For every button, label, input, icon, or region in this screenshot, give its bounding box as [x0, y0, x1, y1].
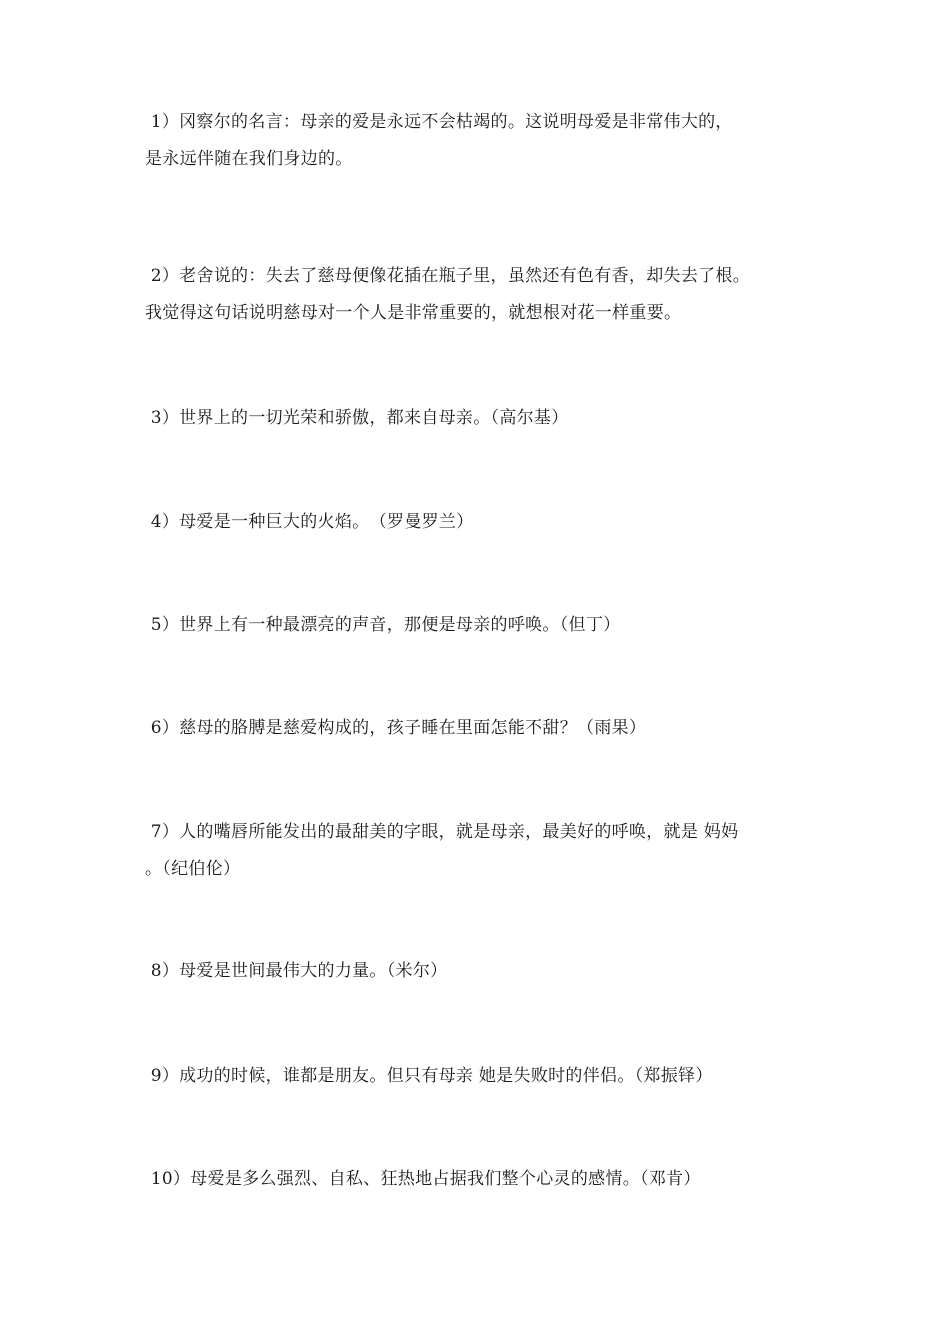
quote-line: 4）母爱是一种巨大的火焰。 （罗曼罗兰）	[145, 512, 474, 532]
quote-line: 3）世界上的一切光荣和骄傲，都来自母亲。（高尔基）	[145, 408, 569, 428]
quote-line: 5）世界上有一种最漂亮的声音，那便是母亲的呼唤。（但丁）	[145, 615, 621, 635]
quote-line: 7）人的嘴唇所能发出的最甜美的字眼，就是母亲，最美好的呼唤，就是 妈妈	[145, 822, 739, 842]
quote-9	[145, 1058, 815, 1095]
quote-8	[145, 953, 815, 990]
quote-6	[145, 710, 815, 747]
quote-5	[145, 607, 815, 644]
quote-line: 我觉得这句话说明慈母对一个人是非常重要的，就想根对花一样重要。	[145, 303, 682, 323]
quote-line: 2）老舍说的：失去了慈母便像花插在瓶子里，虽然还有色有香，却失去了根。	[145, 266, 751, 286]
quote-line: 9）成功的时候，谁都是朋友。但只有母亲 她是失败时的伴侣。（郑振铎）	[145, 1066, 713, 1086]
quote-10	[145, 1161, 815, 1198]
quote-line: 是永远伴随在我们身边的。	[145, 149, 353, 169]
quote-1	[145, 104, 815, 178]
quote-4	[145, 504, 815, 541]
quote-line: 10）母爱是多么强烈、自私、狂热地占据我们整个心灵的感情。（邓肯）	[145, 1169, 701, 1189]
quote-7	[145, 814, 815, 888]
quote-line: 。（纪伯伦）	[145, 859, 241, 879]
quote-2	[145, 258, 815, 332]
quote-line: 1）冈察尔的名言：母亲的爱是永远不会枯竭的。这说明母爱是非常伟大的，	[145, 112, 733, 132]
quote-3	[145, 400, 815, 437]
quote-line: 8）母爱是世间最伟大的力量。（米尔）	[145, 961, 448, 981]
quote-line: 6）慈母的胳膊是慈爱构成的，孩子睡在里面怎能不甜？（雨果）	[145, 718, 647, 738]
